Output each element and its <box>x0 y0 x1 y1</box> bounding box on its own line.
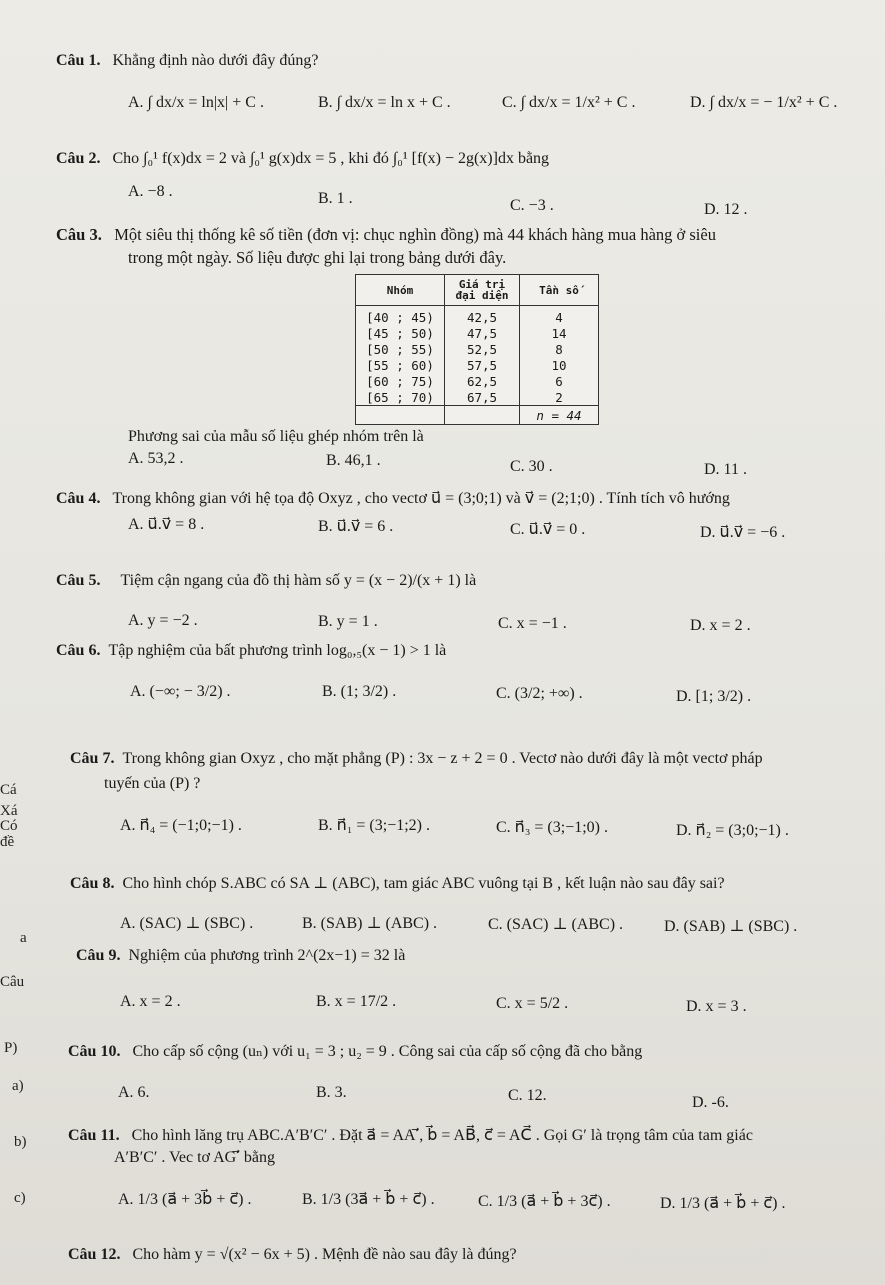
table-cell: 2 <box>520 389 599 406</box>
margin-fragment: Câu <box>0 974 25 990</box>
q1-option-c: C. ∫ dx/x = 1/x² + C . <box>502 94 636 111</box>
margin-fragment: Có <box>0 818 18 834</box>
question-text: Cho ∫₀¹ f(x)dx = 2 và ∫₀¹ g(x)dx = 5 , khi đó ∫₀¹ [f(x) − 2g(x)]dx bằng <box>112 150 550 167</box>
margin-fragment: P) <box>4 1040 18 1056</box>
question-7 <box>70 750 763 768</box>
question-label: Câu 6. <box>56 642 101 659</box>
question-text: Cho hàm y = √(x² − 6x + 5) . Mệnh đề nào sau đây là đúng? <box>132 1246 517 1263</box>
table-cell: 4 <box>520 306 599 326</box>
q5-option-b: B. y = 1 . <box>318 613 378 630</box>
question-label: Câu 7. <box>70 750 115 767</box>
table-cell: [40 ; 45) <box>356 306 445 326</box>
table-cell: 67,5 <box>445 389 520 406</box>
q5-option-d: D. x = 2 . <box>690 617 751 634</box>
table-row <box>356 325 599 341</box>
question-label: Câu 8. <box>70 875 115 892</box>
q10-option-a: A. 6. <box>118 1084 150 1101</box>
table-cell: 62,5 <box>445 373 520 389</box>
margin-fragment: a) <box>12 1078 24 1094</box>
q11-option-c: C. 1/3 (a⃗ + b⃗ + 3c⃗) . <box>478 1193 611 1210</box>
question-text: Trong không gian với hệ tọa độ Oxyz , cho vectơ u⃗ = (3;0;1) và v⃗ = (2;1;0) . Tính tích vô hướng <box>112 490 730 507</box>
question-label: Câu 12. <box>68 1246 121 1263</box>
q2-option-b: B. 1 . <box>318 190 353 207</box>
q1-option-b: B. ∫ dx/x = ln x + C . <box>318 94 451 111</box>
question-10 <box>68 1041 642 1061</box>
question-12 <box>68 1246 517 1264</box>
q8-option-d: D. (SAB) ⊥ (SBC) . <box>664 918 798 935</box>
question-11 <box>68 1125 753 1145</box>
q9-option-b: B. x = 17/2 . <box>316 993 397 1010</box>
q4-option-a: A. u⃗.v⃗ = 8 . <box>128 516 205 533</box>
table-cell: 6 <box>520 373 599 389</box>
question-8 <box>70 873 725 893</box>
frequency-table <box>355 274 599 425</box>
q8-option-c: C. (SAC) ⊥ (ABC) . <box>488 916 624 933</box>
table-cell: 57,5 <box>445 357 520 373</box>
margin-fragment: a <box>20 930 27 946</box>
table-cell: 10 <box>520 357 599 373</box>
q8-option-a: A. (SAC) ⊥ (SBC) . <box>120 915 254 932</box>
q11-option-b: B. 1/3 (3a⃗ + b⃗ + c⃗) . <box>302 1191 435 1208</box>
q1-option-a: A. ∫ dx/x = ln|x| + C . <box>128 94 264 111</box>
q10-option-b: B. 3. <box>316 1084 347 1101</box>
margin-fragment: b) <box>14 1134 27 1150</box>
q4-option-b: B. u⃗.v⃗ = 6 . <box>318 518 394 535</box>
table-row <box>356 306 599 326</box>
question-label: Câu 11. <box>68 1127 120 1144</box>
margin-fragment: Xá <box>0 803 18 819</box>
q2-option-d: D. 12 . <box>704 201 748 218</box>
question-label: Câu 5. <box>56 572 101 589</box>
q10-option-d: D. -6. <box>692 1094 729 1111</box>
table-cell: 52,5 <box>445 341 520 357</box>
q9-option-d: D. x = 3 . <box>686 998 747 1015</box>
table-header-row <box>356 275 599 306</box>
table-row <box>356 373 599 389</box>
table-header: Nhóm <box>356 275 445 306</box>
q5-option-c: C. x = −1 . <box>498 615 567 632</box>
table-cell: 8 <box>520 341 599 357</box>
q4-option-d: D. u⃗.v⃗ = −6 . <box>700 524 786 541</box>
question-text: Nghiệm của phương trình 2^(2x−1) = 32 là <box>128 947 406 964</box>
q7-option-a: A. n⃗₄ = (−1;0;−1) . <box>120 817 242 834</box>
table-cell: [50 ; 55) <box>356 341 445 357</box>
question-1 <box>56 52 318 70</box>
table-cell: 42,5 <box>445 306 520 326</box>
q11-option-a: A. 1/3 (a⃗ + 3b⃗ + c⃗) . <box>118 1191 252 1208</box>
question-2 <box>56 150 549 168</box>
q8-option-b: B. (SAB) ⊥ (ABC) . <box>302 915 438 932</box>
q6-option-b: B. (1; 3/2) . <box>322 683 397 700</box>
table-total: n = 44 <box>520 406 599 425</box>
q7-option-d: D. n⃗₂ = (3;0;−1) . <box>676 822 789 839</box>
q1-option-d: D. ∫ dx/x = − 1/x² + C . <box>690 94 838 111</box>
question-9 <box>76 947 405 965</box>
question-3 <box>56 225 716 245</box>
q9-option-a: A. x = 2 . <box>120 993 181 1010</box>
question-label: Câu 1. <box>56 52 101 69</box>
table-header: Tần số <box>520 275 599 306</box>
table-cell: [55 ; 60) <box>356 357 445 373</box>
table-row <box>356 389 599 406</box>
q10-option-c: C. 12. <box>508 1087 547 1104</box>
table-row <box>356 341 599 357</box>
question-text: Cho hình chóp S.ABC có SA ⊥ (ABC), tam giác ABC vuông tại B , kết luận nào sau đây sai? <box>122 875 725 892</box>
q5-option-a: A. y = −2 . <box>128 612 198 629</box>
q3-option-d: D. 11 . <box>704 461 747 478</box>
q2-option-c: C. −3 . <box>510 197 554 214</box>
question-label: Câu 4. <box>56 490 101 507</box>
table-header: Giá trị đại diện <box>445 275 520 306</box>
q6-option-c: C. (3/2; +∞) . <box>496 685 583 702</box>
table-cell: 47,5 <box>445 325 520 341</box>
margin-fragment: đề <box>0 834 15 850</box>
question-text: Khẳng định nào dưới đây đúng? <box>112 52 319 69</box>
table-cell: [60 ; 75) <box>356 373 445 389</box>
question-4 <box>56 488 730 508</box>
q7-option-c: C. n⃗₃ = (3;−1;0) . <box>496 819 608 836</box>
table-row <box>356 357 599 373</box>
q7-option-b: B. n⃗₁ = (3;−1;2) . <box>318 817 430 834</box>
q4-option-c: C. u⃗.v⃗ = 0 . <box>510 521 586 538</box>
question-11-cont: A′B′C′ . Vec tơ AG′⃗ bằng <box>114 1149 275 1166</box>
question-label: Câu 2. <box>56 150 101 167</box>
question-label: Câu 10. <box>68 1043 121 1060</box>
question-text: Một siêu thị thống kê số tiền (đơn vị: chục nghìn đồng) mà 44 khách hàng mua hàng ở siêu <box>114 225 716 244</box>
q9-option-c: C. x = 5/2 . <box>496 995 569 1012</box>
margin-fragment: Cá <box>0 782 17 798</box>
question-text: Cho hình lăng trụ ABC.A′B′C′ . Đặt a⃗ = AA′⃗, b⃗ = AB⃗, c⃗ = AC⃗ . Gọi G′ là trọng tâm của tam giác <box>131 1127 753 1144</box>
q6-option-d: D. [1; 3/2) . <box>676 688 752 705</box>
table-cell: 14 <box>520 325 599 341</box>
q11-option-d: D. 1/3 (a⃗ + b⃗ + c⃗) . <box>660 1195 786 1212</box>
margin-fragment: c) <box>14 1190 26 1206</box>
q3-option-c: C. 30 . <box>510 458 553 475</box>
question-text: Tập nghiệm của bất phương trình log₀,₅(x − 1) > 1 là <box>108 642 447 659</box>
question-text: Tiệm cận ngang của đồ thị hàm số y = (x − 2)/(x + 1) là <box>120 572 477 589</box>
q6-option-a: A. (−∞; − 3/2) . <box>130 683 231 700</box>
q3-question: Phương sai của mẫu số liệu ghép nhóm trên là <box>128 428 424 445</box>
question-3-cont: trong một ngày. Số liệu được ghi lại trong bảng dưới đây. <box>128 248 507 267</box>
question-label: Câu 3. <box>56 225 102 244</box>
q2-option-a: A. −8 . <box>128 183 173 200</box>
table-cell: [65 ; 70) <box>356 389 445 406</box>
question-7-cont: tuyến của (P) ? <box>104 775 201 792</box>
question-text: Cho cấp số cộng (uₙ) với u₁ = 3 ; u₂ = 9 . Công sai của cấp số cộng đã cho bằng <box>132 1043 643 1060</box>
question-5 <box>56 572 476 590</box>
q3-option-b: B. 46,1 . <box>326 452 381 469</box>
question-text: Trong không gian Oxyz , cho mặt phẳng (P) : 3x − z + 2 = 0 . Vectơ nào dưới đây là một vectơ pháp <box>122 750 763 767</box>
question-6 <box>56 642 446 660</box>
q3-option-a: A. 53,2 . <box>128 450 184 467</box>
table-total-row <box>356 406 599 425</box>
table-cell: [45 ; 50) <box>356 325 445 341</box>
question-label: Câu 9. <box>76 947 121 964</box>
